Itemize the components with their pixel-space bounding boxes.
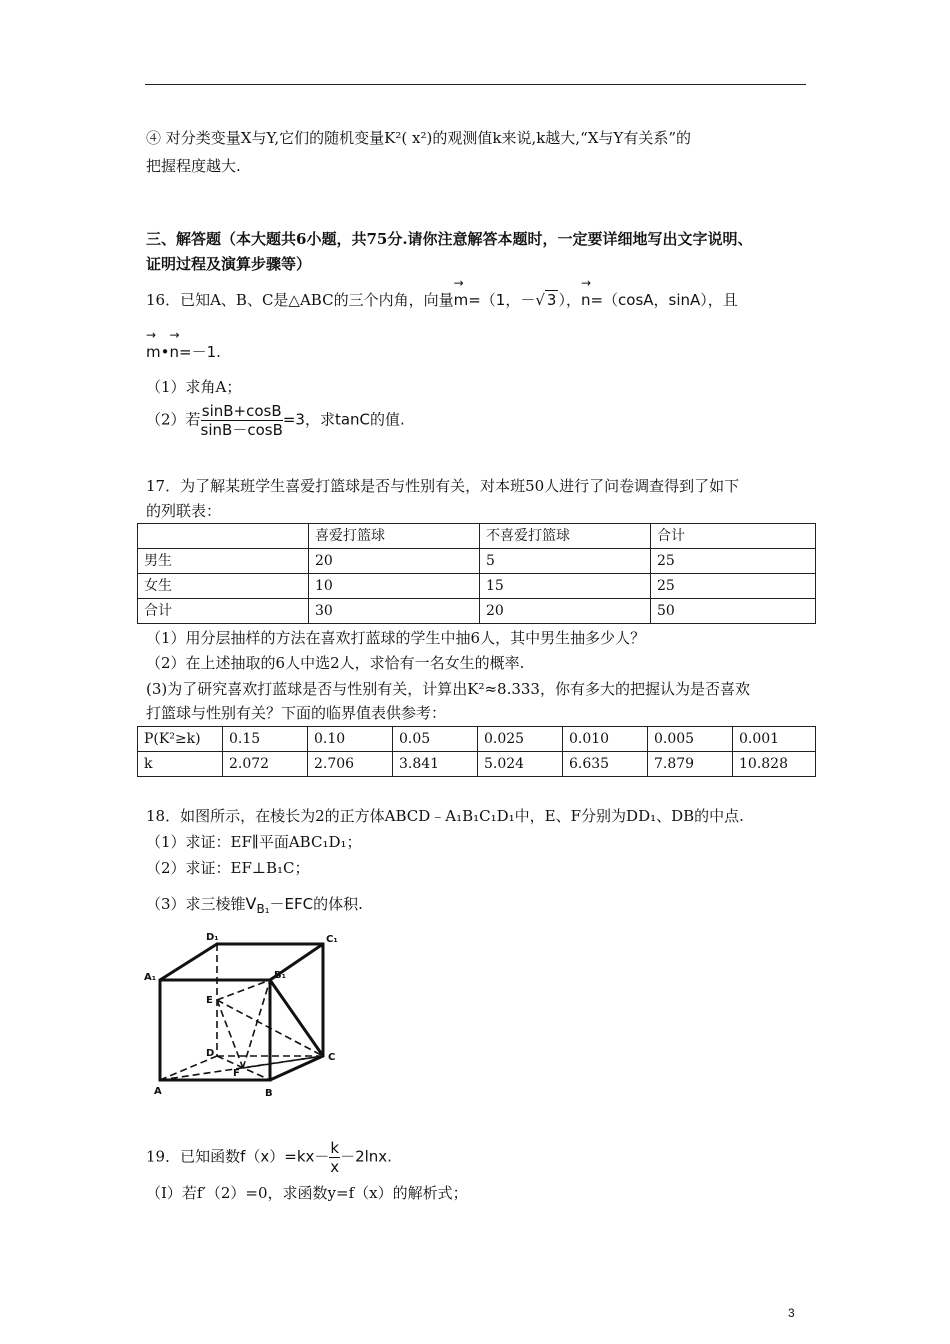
- q19-pre: 19．已知函数: [146, 1147, 241, 1166]
- q16-intro: 16．已知A、B、C是△ABC的三个内角，向量: [146, 291, 454, 309]
- table-cell: 0.025: [478, 727, 563, 752]
- q19-line: [146, 1139, 810, 1176]
- q17-part2: （2）在上述抽取的6人中选2人，求恰有一名女生的概率.: [146, 654, 525, 672]
- label-b: B: [265, 1088, 273, 1099]
- item4-line2: 把握程度越大.: [146, 157, 241, 175]
- q19-fraction: [329, 1139, 340, 1176]
- table-cell: 女生: [138, 574, 309, 599]
- label-d: D: [206, 1048, 215, 1059]
- q17-line1: 17．为了解某班学生喜爱打篮球是否与性别有关，对本班50人进行了问卷调查得到了如下: [146, 477, 740, 495]
- q19-frac-den: x: [330, 1158, 340, 1176]
- table-cell: 0.005: [648, 727, 733, 752]
- table-cell: 0.15: [223, 727, 308, 752]
- table-cell: 5.024: [478, 752, 563, 777]
- table-cell: 50: [651, 599, 816, 624]
- table-cell: 10.828: [733, 752, 816, 777]
- table-cell: 6.635: [563, 752, 648, 777]
- label-c: C: [328, 1052, 336, 1063]
- contingency-table: [137, 523, 816, 624]
- q16-frac-num: sinB+cosB: [201, 402, 282, 420]
- table-cell: 25: [651, 549, 816, 574]
- q18-part3-pre: （3）求三棱锥: [146, 895, 246, 913]
- dot-vector-n: → n: [169, 340, 179, 364]
- q16-frac-den: sinB－cosB: [200, 421, 283, 439]
- q18-part1: （1）求证：EF∥平面ABC₁D₁；: [146, 833, 362, 851]
- q16-line1: 16．已知A、B、C是△ABC的三个内角，向量→ m=（1，－√ 3 ），→ n=（cosA，sinA），且: [146, 288, 810, 312]
- vector-m-value: =（1，－: [468, 291, 536, 309]
- volume-v: V: [245, 894, 257, 913]
- table-cell: 10: [309, 574, 480, 599]
- section3-heading-line1: 三、解答题（本大题共6小题，共75分.请你注意解答本题时，一定要详细地写出文字说明、: [146, 230, 753, 248]
- table-cell: k: [138, 752, 223, 777]
- dot-vector-m: → m: [146, 340, 161, 364]
- q19-part1: （Ⅰ）若f′（2）=0，求函数y=f（x）的解析式；: [146, 1184, 468, 1202]
- volume-sub: B₁: [256, 902, 270, 916]
- table-cell: 3.841: [393, 752, 478, 777]
- vector-n: → n: [581, 288, 591, 312]
- q18-part3: [146, 892, 810, 921]
- table-row: [138, 549, 816, 574]
- table-cell: 合计: [651, 524, 816, 549]
- dot-result: =－1.: [179, 343, 221, 361]
- table-row: [138, 599, 816, 624]
- vector-m-close: ），: [558, 291, 581, 309]
- q16-part2-post: =3，求tanC的值.: [282, 410, 405, 429]
- table-cell: P(K²≥k): [138, 727, 223, 752]
- q16-part2: [146, 402, 810, 439]
- table-cell: 5: [480, 549, 651, 574]
- q17-part1: （1）用分层抽样的方法在喜欢打蓝球的学生中抽6人，其中男生抽多少人？: [146, 629, 646, 647]
- table-cell: 不喜爱打篮球: [480, 524, 651, 549]
- q16-part1: （1）求角A；: [146, 378, 242, 396]
- header-rule: [145, 84, 806, 85]
- label-f: F: [233, 1068, 240, 1079]
- table-cell: 25: [651, 574, 816, 599]
- table-cell: 合计: [138, 599, 309, 624]
- table-cell: 20: [309, 549, 480, 574]
- table-cell: 15: [480, 574, 651, 599]
- q19-post: －2lnx.: [340, 1147, 392, 1166]
- q18-part2: （2）求证：EF⊥B₁C；: [146, 859, 310, 877]
- page-number: 3: [788, 1306, 795, 1320]
- label-a1: A₁: [144, 972, 157, 983]
- table-row: [138, 727, 816, 752]
- q17-part3-line2: 打篮球与性别有关？下面的临界值表供参考：: [146, 704, 447, 722]
- q18-part3-post: 的体积.: [313, 895, 363, 913]
- q16-dot-product: [146, 340, 810, 364]
- q19-func: f（x）=kx－: [240, 1147, 330, 1166]
- q16-fraction: [201, 402, 283, 439]
- item4-line1: ④ 对分类变量X与Y,它们的随机变量K²( x²)的观测值k来说,k越大,“X与Y有关系”的: [146, 129, 691, 147]
- vector-m: → m: [454, 288, 469, 312]
- table-cell: 0.001: [733, 727, 816, 752]
- table-row: [138, 574, 816, 599]
- dot-sep: •: [160, 343, 170, 361]
- section3-heading-line2: 证明过程及演算步骤等）: [146, 255, 312, 273]
- table-cell: 男生: [138, 549, 309, 574]
- label-a: A: [154, 1086, 162, 1097]
- table-cell: 30: [309, 599, 480, 624]
- q18-line1: 18．如图所示，在棱长为2的正方体ABCD﹣A₁B₁C₁D₁中，E、F分别为DD₁、DB的中点.: [146, 807, 744, 825]
- sqrt-3: 3: [546, 291, 557, 309]
- label-d1: D₁: [206, 932, 219, 943]
- table-cell: 喜爱打篮球: [309, 524, 480, 549]
- q17-part3-line1: (3)为了研究喜欢打蓝球是否与性别有关，计算出K²≈8.333，你有多大的把握认为是否喜欢: [146, 680, 750, 698]
- q17-line2: 的列联表：: [146, 502, 222, 520]
- critical-value-table: [137, 726, 816, 777]
- label-c1: C₁: [326, 934, 338, 945]
- table-header-row: [138, 524, 816, 549]
- table-row: [138, 752, 816, 777]
- label-e: E: [206, 995, 213, 1006]
- table-cell: 0.010: [563, 727, 648, 752]
- vector-n-value: =（cosA，sinA），且: [590, 291, 738, 309]
- table-cell: 2.072: [223, 752, 308, 777]
- q16-part2-pre: （2）若: [146, 410, 201, 429]
- label-b1: B₁: [274, 970, 287, 981]
- table-cell: [138, 524, 309, 549]
- q19-frac-num: k: [330, 1139, 340, 1157]
- table-cell: 20: [480, 599, 651, 624]
- table-cell: 7.879: [648, 752, 733, 777]
- cube-figure: [140, 928, 350, 1103]
- table-cell: 0.05: [393, 727, 478, 752]
- table-cell: 2.706: [308, 752, 393, 777]
- table-cell: 0.10: [308, 727, 393, 752]
- volume-mid: －EFC: [269, 895, 314, 913]
